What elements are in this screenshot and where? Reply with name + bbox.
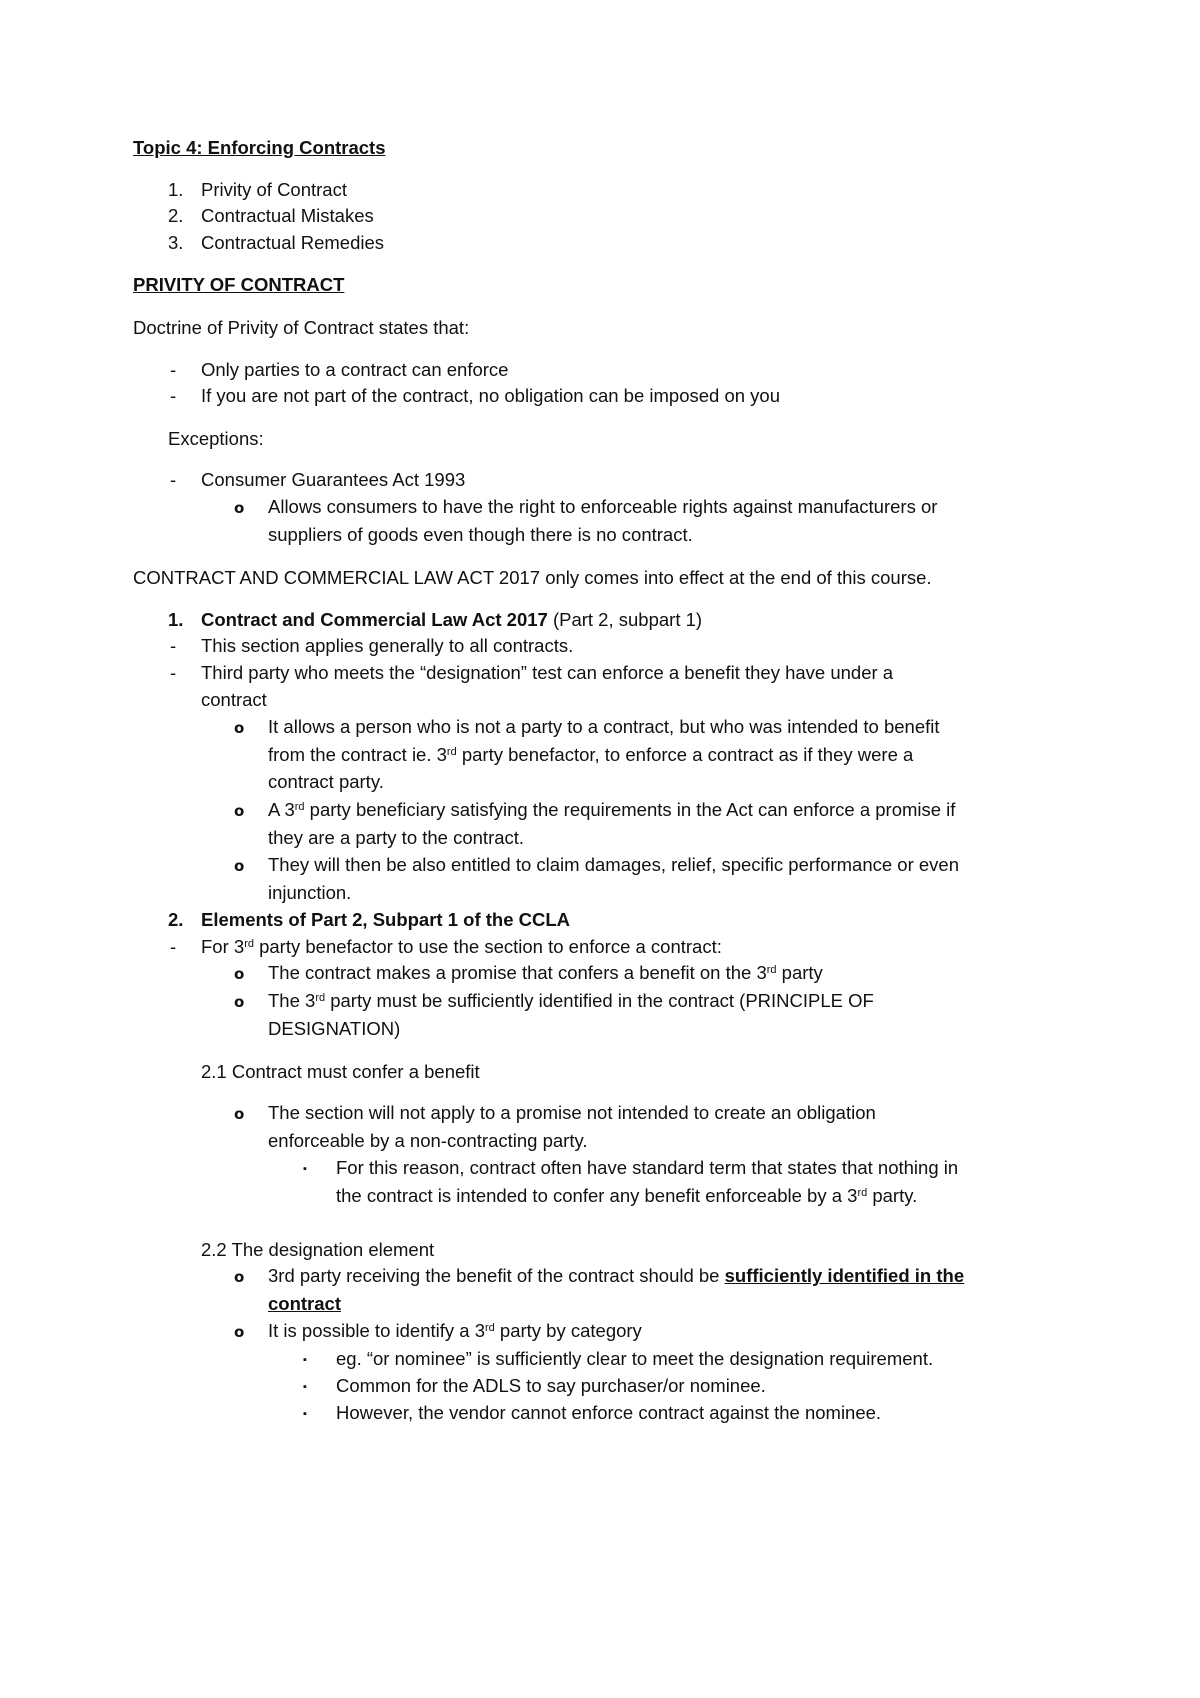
toc-number: 2. [168,205,184,226]
ordinal-sup: rd [484,1322,495,1334]
emphasis-text: sufficiently identified in the [724,1265,965,1286]
privity-point: If you are not part of the contract, no obligation can be imposed on you [201,385,781,406]
s21-point: enforceable by a non-contracting party. [268,1130,588,1151]
exception-item: Consumer Guarantees Act 1993 [201,469,466,490]
emphasis-text: contract [268,1293,341,1314]
exception-detail: suppliers of goods even though there is no contract. [268,524,693,545]
text-run: The 3 [268,990,316,1011]
section1-subpoint [268,744,913,766]
section1-point: This section applies generally to all contracts. [201,635,574,656]
s21-subpoint [336,1185,917,1207]
ordinal-sup: rd [446,746,457,758]
text-run: party must be sufficiently identified in the contract (PRINCIPLE OF [325,990,874,1011]
text-run: party by category [494,1320,642,1341]
section2-subpoint [268,962,823,984]
text-run: 3rd party receiving the benefit of the contract should be [268,1265,725,1286]
text-run: party [776,962,823,983]
circle-bullet: o [234,499,245,517]
dash-bullet: - [170,635,177,656]
square-bullet: ▪ [303,1163,307,1175]
section-heading-privity: PRIVITY OF CONTRACT [133,274,345,295]
s21-subpoint: For this reason, contract often have standard term that states that nothing in [336,1157,959,1178]
text-run: It is possible to identify a 3 [268,1320,485,1341]
section1-subpoint: they are a party to the contract. [268,827,525,848]
circle-bullet: o [234,965,245,983]
section1-subpoint: They will then be also entitled to claim damages, relief, specific performance or even [268,854,960,875]
toc-item: Contractual Mistakes [201,205,374,226]
toc-number: 1. [168,179,184,200]
section1-subpoint: contract party. [268,771,384,792]
circle-bullet: o [234,1323,245,1341]
section2-subpoint: DESIGNATION) [268,1018,401,1039]
s21-point: The section will not apply to a promise not intended to create an obligation [268,1102,876,1123]
s22-subpoint: eg. “or nominee” is sufficiently clear to meet the designation requirement. [336,1348,934,1369]
section1-title-bold: Contract and Commercial Law Act 2017 [201,609,548,630]
section1-subpoint: injunction. [268,882,352,903]
text-run: A 3 [268,799,295,820]
s22-point [268,1320,642,1342]
page-title: Topic 4: Enforcing Contracts [133,137,386,158]
subsection-heading-2-1: 2.1 Contract must confer a benefit [201,1061,480,1082]
square-bullet: ▪ [303,1408,307,1420]
ordinal-sup: rd [294,801,305,813]
toc-item: Contractual Remedies [201,232,385,253]
section1-title [201,609,702,631]
section1-subpoint [268,799,955,821]
dash-bullet: - [170,359,177,380]
s22-subpoint: However, the vendor cannot enforce contract against the nominee. [336,1402,882,1423]
text-run: For 3 [201,936,245,957]
circle-bullet: o [234,1105,245,1123]
section1-point: contract [201,689,267,710]
section1-title-rest: (Part 2, subpart 1) [547,609,703,630]
section1-subpoint: It allows a person who is not a party to a contract, but who was intended to benefit [268,716,940,737]
circle-bullet: o [234,993,245,1011]
ordinal-sup: rd [315,992,326,1004]
ccla-note: CONTRACT AND COMMERCIAL LAW ACT 2017 only comes into effect at the end of this course. [133,567,932,588]
circle-bullet: o [234,1268,245,1286]
square-bullet: ▪ [303,1381,307,1393]
section1-point: Third party who meets the “designation” test can enforce a benefit they have under a [201,662,894,683]
subsection-heading-2-2: 2.2 The designation element [201,1239,435,1260]
section2-title: Elements of Part 2, Subpart 1 of the CCLA [201,909,571,930]
section-number: 2. [168,909,184,930]
text-run: party benefactor to use the section to enforce a contract: [253,936,722,957]
s22-subpoint: Common for the ADLS to say purchaser/or nominee. [336,1375,766,1396]
circle-bullet: o [234,802,245,820]
section2-subpoint [268,990,874,1012]
dash-bullet: - [170,385,177,406]
text-run: The contract makes a promise that confers a benefit on the 3 [268,962,767,983]
ordinal-sup: rd [857,1187,868,1199]
ordinal-sup: rd [766,964,777,976]
text-run: the contract is intended to confer any benefit enforceable by a 3 [336,1185,858,1206]
text-run: party. [867,1185,918,1206]
exceptions-label: Exceptions: [168,428,264,449]
dash-bullet: - [170,936,177,957]
circle-bullet: o [234,857,245,875]
ordinal-sup: rd [244,938,254,950]
section-number: 1. [168,609,184,630]
section2-point [201,936,722,958]
dash-bullet: - [170,662,177,683]
privity-point: Only parties to a contract can enforce [201,359,509,380]
s22-point [268,1265,964,1287]
text-run: from the contract ie. 3 [268,744,447,765]
circle-bullet: o [234,719,245,737]
square-bullet: ▪ [303,1354,307,1366]
dash-bullet: - [170,469,177,490]
toc-number: 3. [168,232,184,253]
toc-item: Privity of Contract [201,179,347,200]
exception-detail: Allows consumers to have the right to enforceable rights against manufacturers or [268,496,938,517]
text-run: party benefactor, to enforce a contract as if they were a [456,744,914,765]
text-run: party beneficiary satisfying the requirements in the Act can enforce a promise if [304,799,956,820]
privity-intro: Doctrine of Privity of Contract states that: [133,317,470,338]
